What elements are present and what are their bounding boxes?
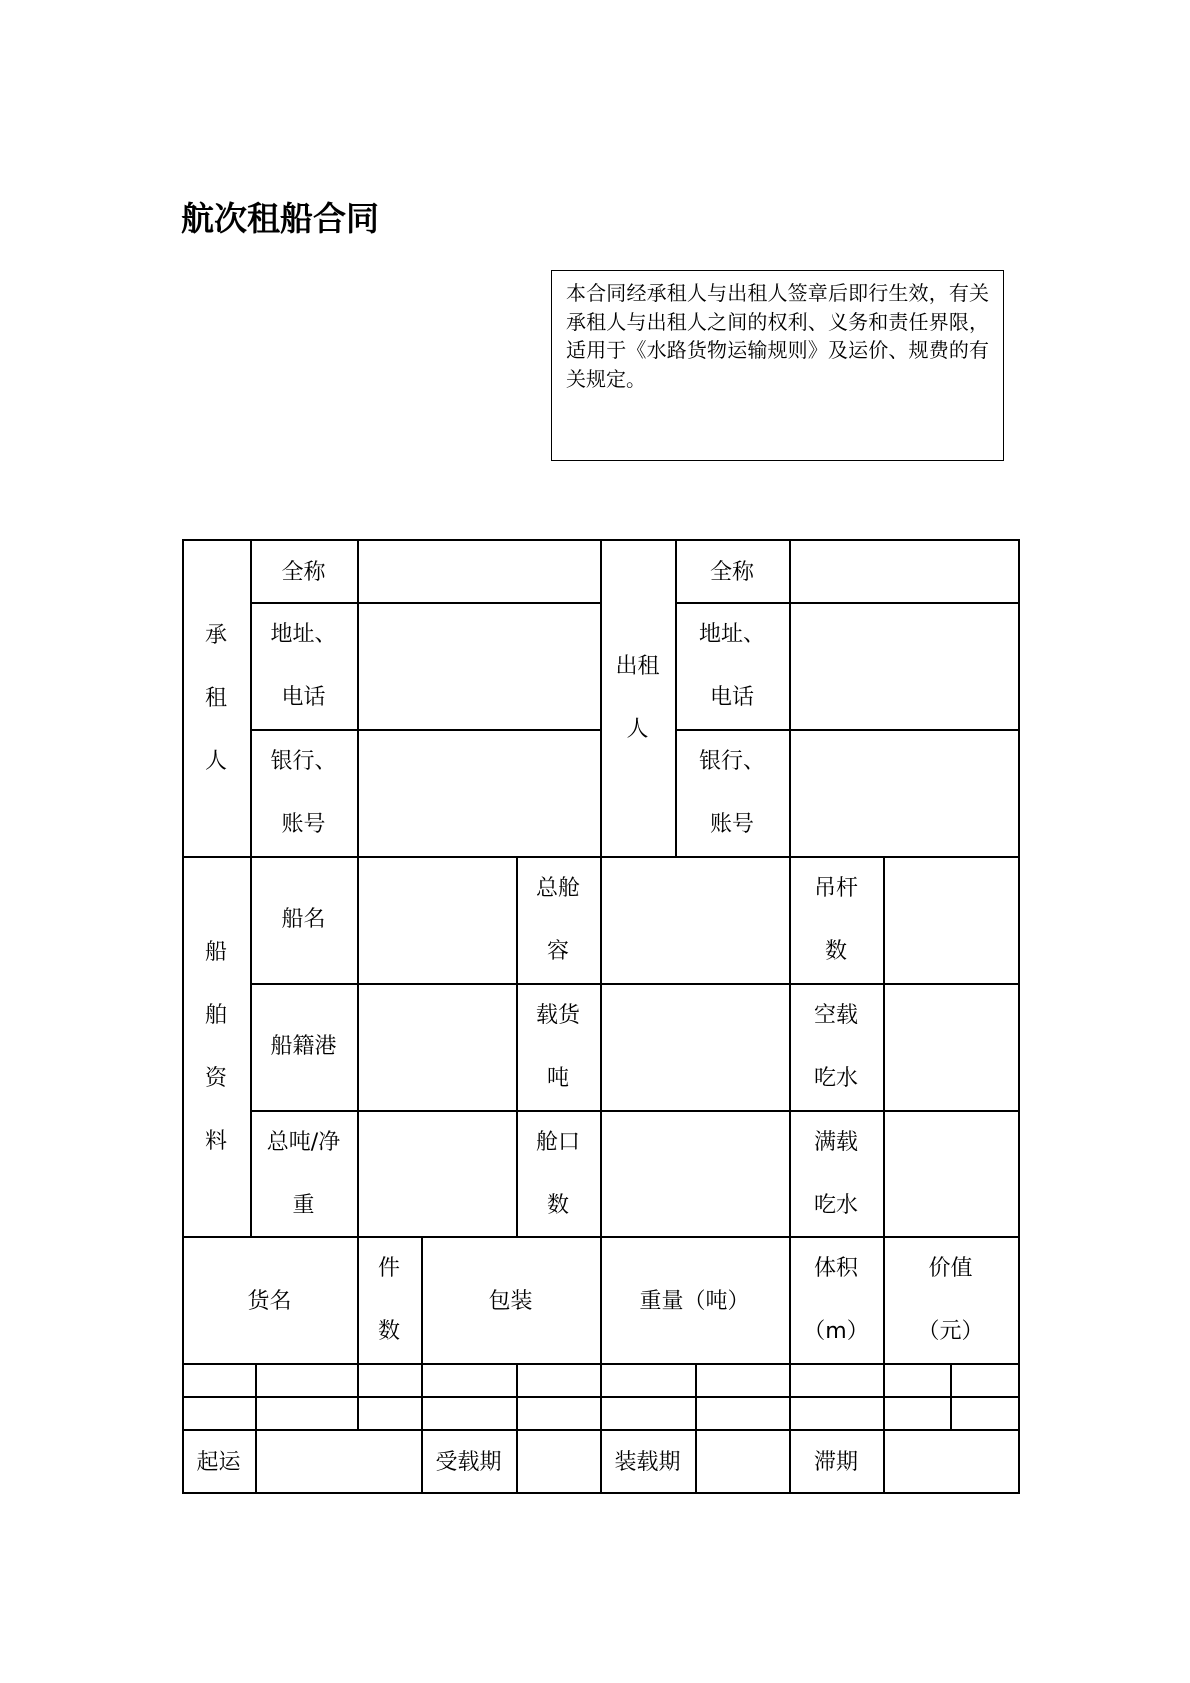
charterer-bank-label — [250, 729, 357, 856]
label-line: 船 — [204, 939, 227, 965]
label-line: 载货 — [535, 1002, 580, 1028]
gross-net-tonnage-label — [250, 1110, 357, 1237]
owner-full-name-field[interactable] — [789, 539, 1018, 602]
label-line: 银行、 — [698, 748, 765, 774]
label-line: 账号 — [709, 811, 754, 837]
label-line: 地址、 — [698, 621, 765, 647]
cargo-value-header — [883, 1236, 1018, 1363]
total-hold-capacity-label — [516, 856, 600, 983]
label-line: 总舱 — [535, 875, 580, 901]
label-line: 人 — [204, 748, 227, 774]
receiving-period-field[interactable] — [516, 1429, 600, 1492]
label-line: 资 — [204, 1065, 227, 1091]
label-line: 空载 — [813, 1002, 858, 1028]
hatch-count-field[interactable] — [600, 1110, 789, 1237]
cargo-pieces-header — [357, 1236, 421, 1363]
charterer-address-field[interactable] — [357, 602, 600, 729]
cargo-name-header: 货名 — [247, 1289, 292, 1314]
owner-bank-field[interactable] — [789, 729, 1018, 856]
document-title: 航次租船合同 — [181, 199, 379, 238]
label-line: 数 — [546, 1192, 569, 1218]
cargo-packing-header: 包装 — [488, 1289, 533, 1314]
label-line: 承 — [204, 622, 227, 648]
label-line: 数 — [824, 938, 847, 964]
cargo-weight-header: 重量（吨） — [639, 1289, 750, 1314]
label-line: 吃水 — [813, 1192, 858, 1218]
loading-period-label: 装载期 — [614, 1450, 681, 1475]
loaded-draft-field[interactable] — [883, 1110, 1018, 1237]
label-line: 电话 — [281, 684, 326, 710]
label-line: 出租 — [615, 654, 660, 679]
label-line: 料 — [204, 1128, 227, 1154]
label-line: 人 — [626, 717, 649, 742]
label-line: 银行、 — [270, 748, 337, 774]
label-line: 件 — [377, 1255, 400, 1281]
departure-label: 起运 — [196, 1450, 241, 1475]
label-line: 舱口 — [535, 1129, 580, 1155]
label-line: 电话 — [709, 684, 754, 710]
cargo-volume-header — [789, 1236, 883, 1363]
label-line: 体积 — [813, 1255, 858, 1281]
loading-period-field[interactable] — [695, 1429, 789, 1492]
cargo-tonnage-label — [516, 983, 600, 1110]
label-line: 租 — [204, 685, 227, 711]
hatch-count-label — [516, 1110, 600, 1237]
label-line: 账号 — [281, 811, 326, 837]
derrick-count-field[interactable] — [883, 856, 1018, 983]
charterer-full-name-label: 全称 — [281, 560, 326, 585]
label-line: 舶 — [204, 1002, 227, 1028]
owner-address-field[interactable] — [789, 602, 1018, 729]
label-line: 总吨/净 — [266, 1129, 341, 1155]
table-border-right — [1018, 539, 1020, 1494]
owner-address-label — [675, 602, 789, 729]
port-of-registry-field[interactable] — [357, 983, 516, 1110]
port-of-registry-label — [250, 983, 357, 1110]
vessel-section-label — [182, 856, 250, 1237]
label-line: 吨 — [546, 1065, 569, 1091]
charterer-bank-field[interactable] — [357, 729, 600, 856]
label-line: 船名 — [281, 907, 326, 932]
departure-field[interactable] — [255, 1429, 421, 1492]
label-line: 容 — [546, 938, 569, 964]
owner-bank-label — [675, 729, 789, 856]
total-hold-capacity-field[interactable] — [600, 856, 789, 983]
gross-net-tonnage-field[interactable] — [357, 1110, 516, 1237]
demurrage-label: 滞期 — [813, 1450, 858, 1475]
vessel-name-field[interactable] — [357, 856, 516, 983]
label-line: 价值 — [928, 1255, 973, 1281]
charterer-full-name-field[interactable] — [357, 539, 600, 602]
loaded-draft-label — [789, 1110, 883, 1237]
contract-notice-box: 本合同经承租人与出租人签章后即行生效，有关承租人与出租人之间的权利、义务和责任界限，适用于《水路货物运输规则》及运价、规费的有关规定。 — [551, 270, 1004, 461]
label-line: 吊杆 — [813, 875, 858, 901]
label-line: 船籍港 — [270, 1034, 337, 1059]
label-line: （m） — [803, 1318, 869, 1344]
label-line: 重 — [292, 1192, 315, 1218]
charterer-address-label — [250, 602, 357, 729]
light-draft-label — [789, 983, 883, 1110]
label-line: 数 — [377, 1318, 400, 1344]
receiving-period-label: 受载期 — [435, 1450, 502, 1475]
light-draft-field[interactable] — [883, 983, 1018, 1110]
vessel-name-label — [250, 856, 357, 983]
label-line: 地址、 — [270, 621, 337, 647]
label-line: （元） — [917, 1318, 984, 1344]
cargo-row-1[interactable] — [182, 1363, 1018, 1396]
label-line: 满载 — [813, 1129, 858, 1155]
demurrage-field[interactable] — [883, 1429, 1018, 1492]
charterer-section-label — [182, 539, 250, 857]
label-line: 吃水 — [813, 1065, 858, 1091]
cargo-row-2[interactable] — [182, 1396, 1018, 1429]
owner-section-label — [600, 539, 675, 857]
derrick-count-label — [789, 856, 883, 983]
owner-full-name-label: 全称 — [709, 560, 754, 585]
cargo-tonnage-field[interactable] — [600, 983, 789, 1110]
